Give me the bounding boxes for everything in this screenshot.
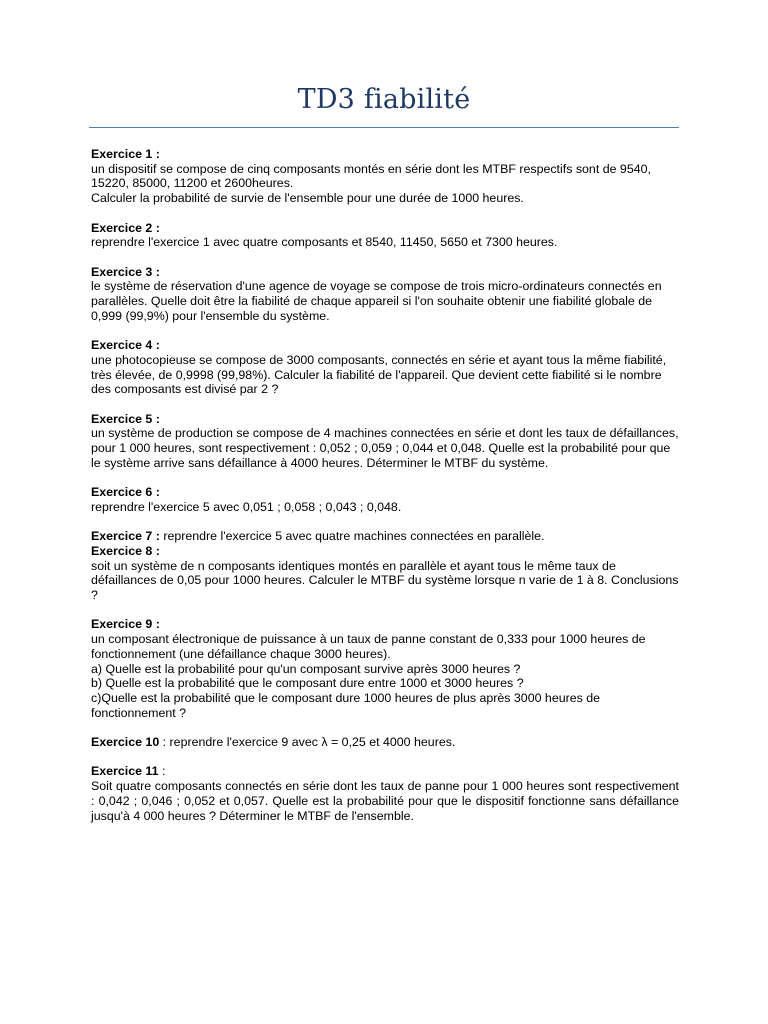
exercise-text: un composant électronique de puissance à un taux de panne constant de 0,333 pour 1000 heures de fonctionnement (une défaillance chaque 3000 heures). xyxy=(91,632,646,661)
exercise-1 xyxy=(91,147,679,206)
exercise-question-c: c)Quelle est la probabilité que le composant dure 1000 heures de plus après 3000 heures de fonctionnement ? xyxy=(91,690,601,720)
exercise-label: Exercice 7 : xyxy=(91,529,160,544)
exercise-inline-text: reprendre l'exercice 5 avec quatre machines connectées en parallèle. xyxy=(159,529,545,544)
exercise-label: Exercice 10 xyxy=(91,735,160,749)
exercise-text: soit un système de n composants identiques montés en parallèle et ayant tous le même taux de défaillances de 0,05 pour 1000 heures. Calculer le MTBF du système lorsque n varie de 1 à 8. Conclusions ? xyxy=(91,558,679,602)
exercise-text: reprendre l'exercice 5 avec 0,051 ; 0,058 ; 0,043 ; 0,048. xyxy=(91,499,402,514)
exercise-3 xyxy=(91,265,679,324)
exercise-11 xyxy=(91,764,679,823)
exercise-label: Exercice 4 : xyxy=(91,338,160,353)
document-title: TD3 fiabilité xyxy=(297,84,471,115)
exercise-question-b: b) Quelle est la probabilité que le composant dure entre 1000 et 3000 heures ? xyxy=(91,676,524,691)
exercise-text: un dispositif se compose de cinq composants montés en série dont les MTBF respectifs sont de 9540, 15220, 85000, 11200 et 2600heures. xyxy=(91,161,651,191)
exercise-text: le système de réservation d'une agence de voyage se compose de trois micro-ordinateurs connectés en parallèles. Quelle doit être la fiabilité de chaque appareil si l'on souhaite obtenir une fiabilité globale de 0,999 (99,9%) pour l'ensemble du système. xyxy=(91,279,662,323)
exercise-text: un système de production se compose de 4 machines connectées en série et dont les taux de défaillances, pour 1 000 heures, sont respectivement : 0,052 ; 0,059 ; 0,044 et 0,048. Quelle est la probabilité pour que le système arrive sans défaillance à 4000 heures. Déterminer le MTBF du système. xyxy=(91,426,679,470)
exercise-label: Exercice 2 : xyxy=(91,220,160,235)
exercise-label: Exercice 1 : xyxy=(91,147,160,161)
exercise-label: Exercice 6 : xyxy=(91,485,160,500)
exercise-10 xyxy=(91,735,679,750)
exercise-text: Soit quatre composants connectés en série dont les taux de panne pour 1 000 heures sont respectivement : 0,042 ; 0,046 ; 0,052 et 0,057. Quelle est la probabilité pour que le dispositif fonctionne sans défaillance jusqu'à 4 000 heures ? Déterminer le MTBF de l'ensemble. xyxy=(91,779,679,823)
exercise-label: Exercice 3 : xyxy=(91,264,160,279)
exercise-text: une photocopieuse se compose de 3000 composants, connectés en série et ayant tous la même fiabilité, très élevée, de 0,9998 (99,98%). Calculer la fiabilité de l'appareil. Que devient cette fiabilité si le nombre des composants est divisé par 2 ? xyxy=(91,352,667,397)
exercise-9 xyxy=(91,617,679,720)
exercise-label: Exercice 11 xyxy=(91,764,159,779)
exercise-heading xyxy=(91,764,679,779)
exercise-text xyxy=(91,735,679,750)
exercise-7 xyxy=(91,529,679,544)
exercise-question-a: a) Quelle est la probabilité pour qu'un composant survive après 3000 heures ? xyxy=(91,661,521,676)
exercise-label: Exercice 5 : xyxy=(91,411,160,426)
exercise-text xyxy=(91,529,679,544)
exercise-2 xyxy=(91,221,679,250)
exercise-list xyxy=(91,147,679,838)
title-underline xyxy=(89,127,679,128)
exercise-4 xyxy=(91,338,679,397)
exercise-5 xyxy=(91,412,679,471)
exercise-inline-text: : reprendre l'exercice 9 avec λ = 0,25 et 4000 heures. xyxy=(159,735,456,749)
exercise-inline-text: : xyxy=(158,764,166,779)
exercise-label: Exercice 8 : xyxy=(91,543,160,558)
exercise-text: Calculer la probabilité de survie de l'ensemble pour une durée de 1000 heures. xyxy=(91,191,524,206)
exercise-8 xyxy=(91,544,679,603)
exercise-6 xyxy=(91,485,679,514)
exercise-text: reprendre l'exercice 1 avec quatre composants et 8540, 11450, 5650 et 7300 heures. xyxy=(91,235,558,250)
exercise-label: Exercice 9 : xyxy=(91,617,160,632)
